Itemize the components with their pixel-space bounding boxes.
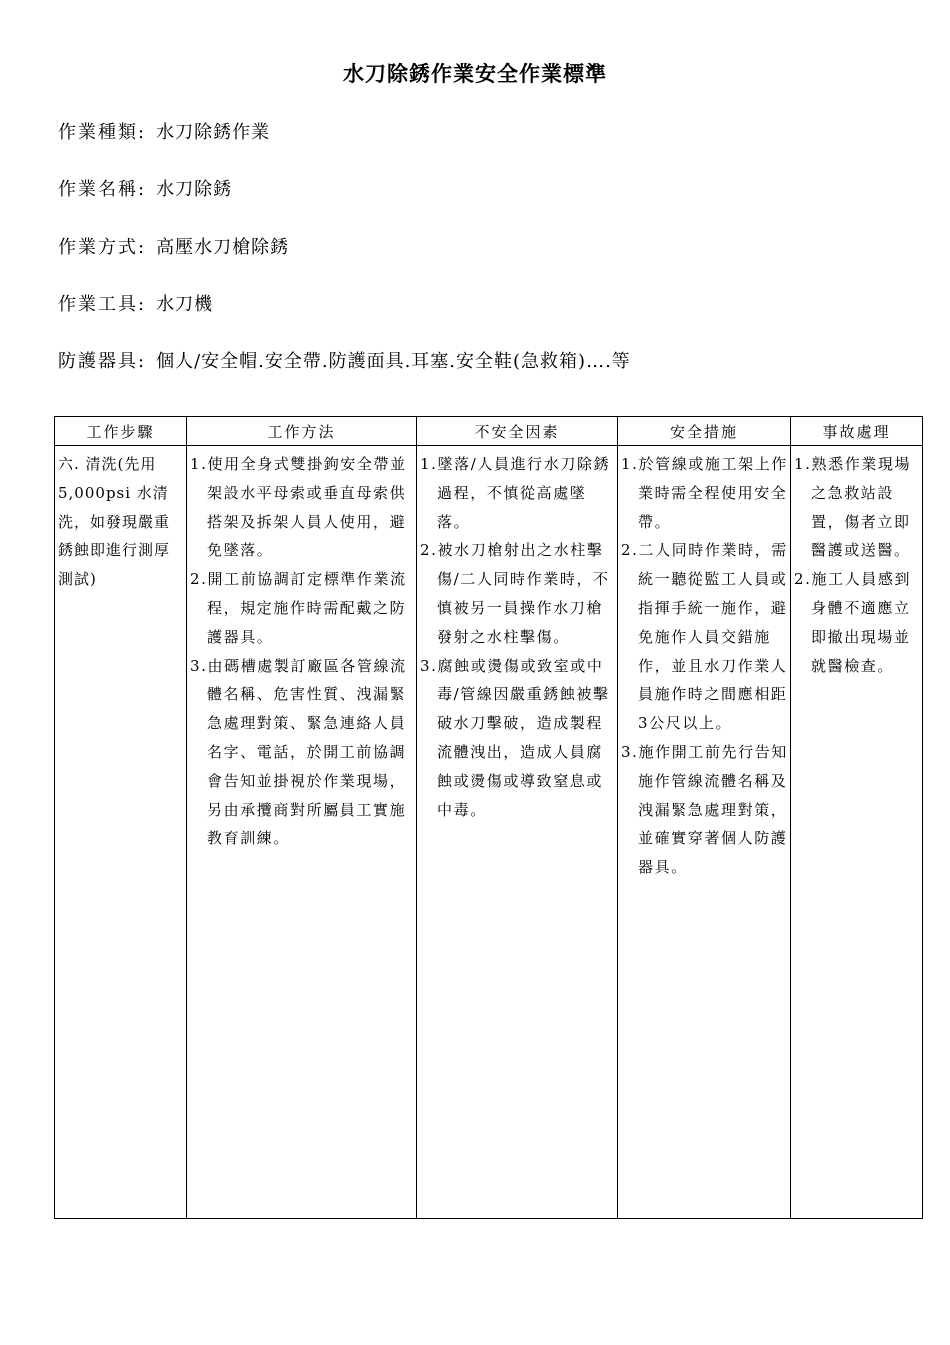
method-cell [187,446,417,1219]
table-row [55,446,923,1219]
info-value: 水刀機 [156,294,214,315]
handling-item: 1.熟悉作業現場之急救站設置，傷者立即醫護或送醫。 [794,455,912,560]
step-cell [55,446,187,1219]
info-label: 作業方式: [58,237,147,258]
info-row-method [58,233,289,259]
info-row-type [58,118,270,144]
method-item: 3.由碼槽處製訂廠區各管線流體名稱、危害性質、洩漏緊急處理對策、緊急連絡人員名字、電話，於開工前協調會告知並掛視於作業現場，另由承攬商對所屬員工實施教育訓練。 [190,656,407,848]
table-header-row [55,417,923,446]
header-hazard: 不安全因素 [417,417,618,446]
info-label: 作業種類: [58,122,147,143]
sop-table [54,416,923,1219]
hazard-item: 2.被水刀槍射出之水柱擊傷/二人同時作業時，不慎被另一員操作水刀槍發射之水柱擊傷。 [420,541,610,646]
info-value: 個人/安全帽.安全帶.防護面具.耳塞.安全鞋(急救箱)….等 [156,351,631,372]
page-title: 水刀除銹作業安全作業標準 [343,61,607,86]
info-row-protection [58,347,631,373]
measure-cell [618,446,791,1219]
measure-item: 1.於管線或施工架上作業時需全程使用安全帶。 [621,455,788,531]
header-handling: 事故處理 [791,417,923,446]
info-label: 作業名稱: [58,179,147,200]
header-measure: 安全措施 [618,417,791,446]
hazard-item: 1.墜落/人員進行水刀除銹過程，不慎從高處墜落。 [420,455,611,531]
hazard-cell [417,446,618,1219]
info-row-name [58,175,232,201]
info-value: 水刀除銹作業 [156,122,271,143]
handling-cell [791,446,923,1219]
hazard-item: 3.腐蝕或燙傷或致室或中毒/管線因嚴重銹蝕被擊破水刀擊破，造成製程流體洩出，造成人員腐蝕或燙傷或導致窒息或中毒。 [420,656,610,819]
info-row-tool [58,290,213,316]
info-value: 高壓水刀槍除銹 [156,237,290,258]
header-step: 工作步驟 [55,417,187,446]
measure-item: 2.二人同時作業時，需統一聽從監工人員或指揮手統一施作，避免施作人員交錯施作，並且水刀作業人員施作時之間應相距3公尺以上。 [621,541,788,733]
info-label: 作業工具: [58,294,147,315]
measure-item: 3.施作開工前先行告知施作管線流體名稱及洩漏緊急處理對策，並確實穿著個人防護器具。 [621,742,788,877]
info-value: 水刀除銹 [156,179,233,200]
info-label: 防護器具: [58,351,147,372]
header-method: 工作方法 [187,417,417,446]
method-item: 1.使用全身式雙掛鉤安全帶並架設水平母索或垂直母索供搭架及拆架人員人使用，避免墜落。 [190,455,407,560]
handling-item: 2.施工人員感到身體不適應立即撤出現場並就醫檢查。 [794,570,912,675]
method-item: 2.開工前協調訂定標準作業流程，規定施作時需配戴之防護器具。 [190,570,407,646]
step-text: 六. 清洗(先用 5,000psi 水清洗，如發現嚴重銹蝕即進行測厚測試) [58,455,171,589]
